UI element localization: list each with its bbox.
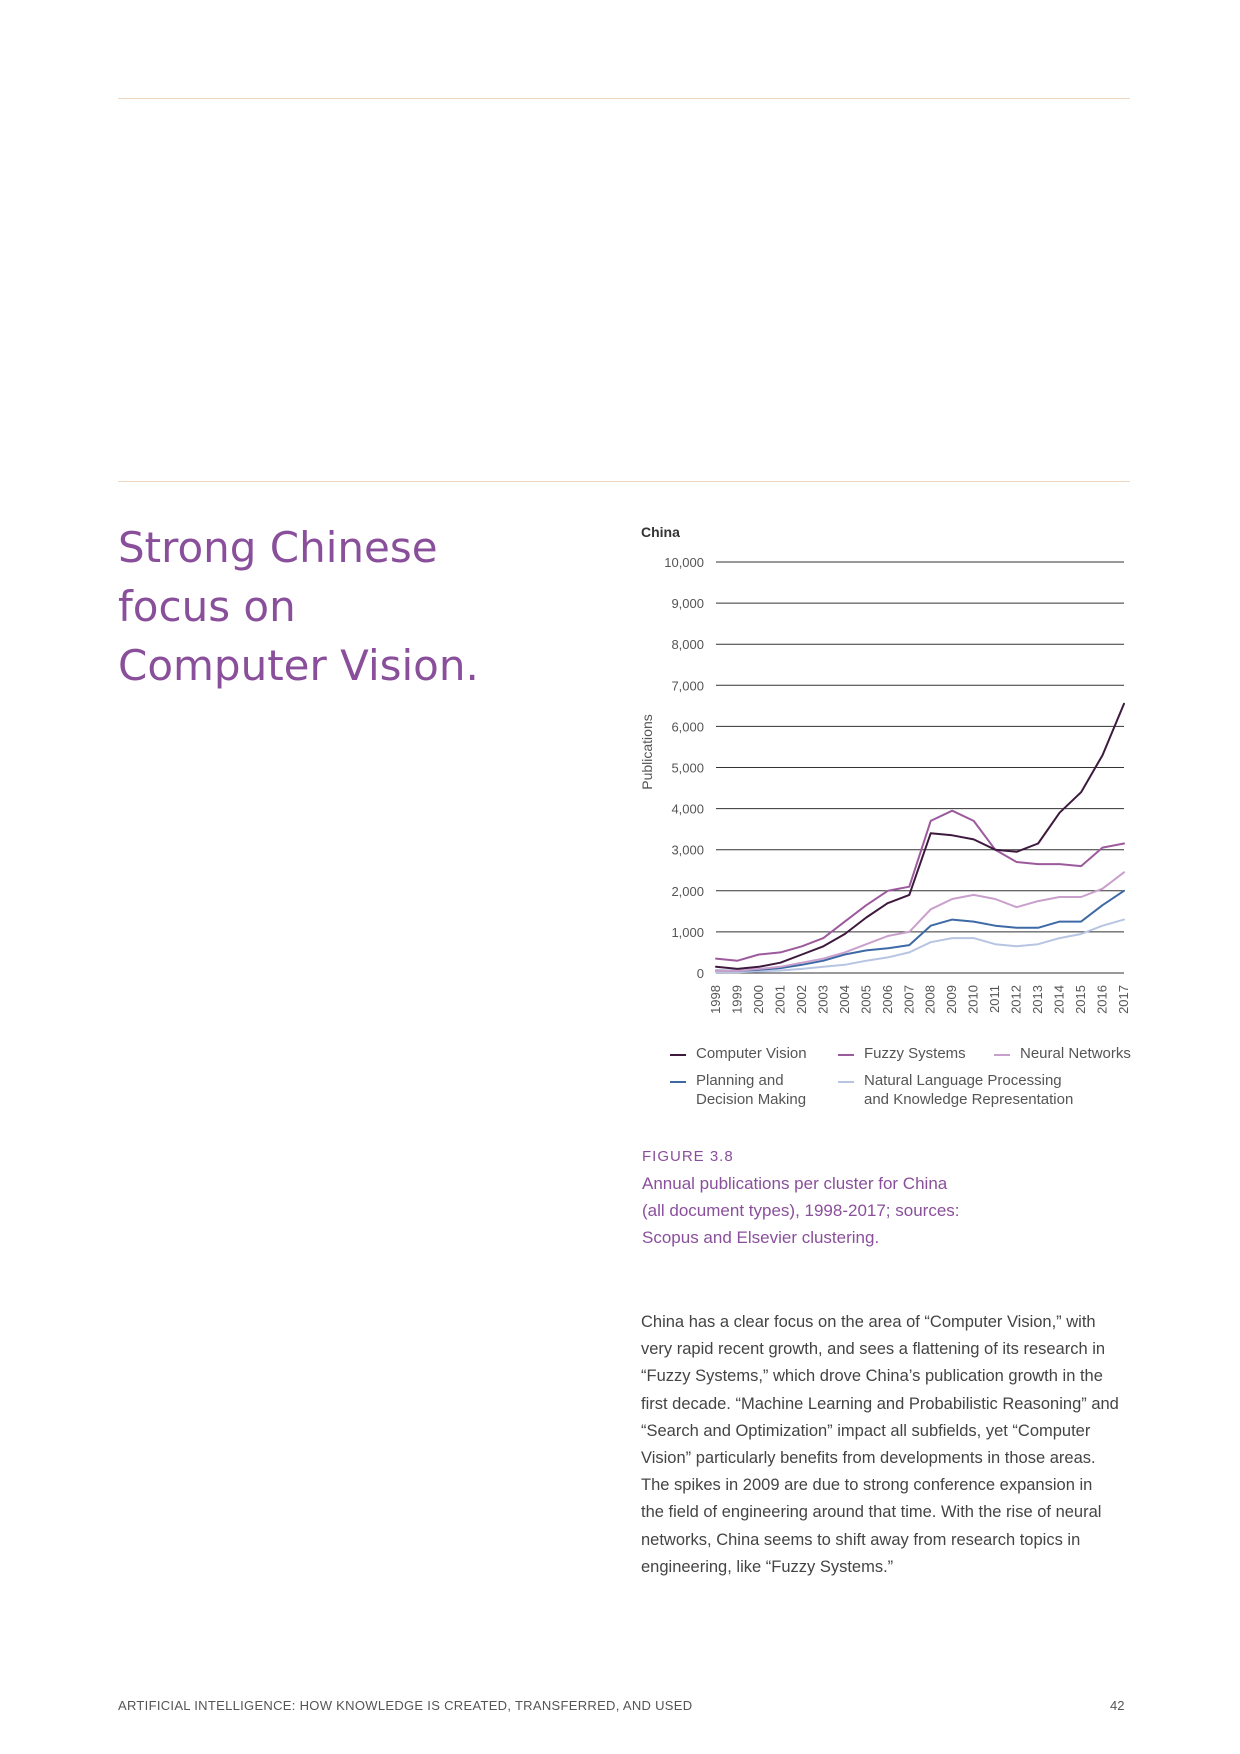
legend-swatch [838, 1081, 854, 1083]
figure-caption-block [642, 1148, 1042, 1251]
page-number: 42 [1110, 1698, 1125, 1713]
caption-line: Annual publications per cluster for China [642, 1174, 948, 1193]
body-line: “Fuzzy Systems,” which drove China’s publication growth in the [641, 1367, 1103, 1386]
x-tick-label: 2011 [987, 985, 1003, 1013]
x-tick-label: 2000 [750, 985, 766, 1014]
body-line: engineering, like “Fuzzy Systems.” [641, 1557, 894, 1576]
body-line: first decade. “Machine Learning and Probabilistic Reasoning” and [641, 1394, 1119, 1413]
x-tick-label: 2010 [965, 985, 981, 1014]
section-divider [118, 481, 1130, 482]
x-tick-label: 2007 [901, 985, 917, 1014]
y-tick-label: 4,000 [671, 801, 704, 817]
body-line: the field of engineering around that time. With the rise of neural [641, 1503, 1102, 1522]
body-line: China has a clear focus on the area of “Computer Vision,” with [641, 1313, 1096, 1331]
legend-label [696, 1044, 807, 1063]
x-tick-label: 2017 [1116, 985, 1131, 1014]
caption-line: (all document types), 1998-2017; sources: [642, 1201, 960, 1220]
x-tick-label: 2008 [922, 985, 938, 1014]
headline-line: focus on [118, 582, 296, 631]
y-tick-label: 0 [696, 966, 704, 981]
y-tick-label: 3,000 [671, 842, 704, 858]
x-tick-label: 2016 [1094, 985, 1110, 1014]
headline-line: Strong Chinese [118, 523, 438, 572]
page-headline [118, 518, 548, 695]
legend-label-line: and Knowledge Representation [864, 1091, 1074, 1108]
top-divider [118, 98, 1130, 99]
x-tick-label: 1999 [729, 985, 745, 1014]
y-tick-label: 8,000 [671, 637, 704, 653]
x-tick-label: 2009 [944, 985, 960, 1014]
x-tick-label: 2004 [836, 985, 852, 1014]
y-tick-label: 7,000 [671, 678, 704, 694]
y-tick-label: 9,000 [671, 596, 704, 612]
x-tick-label: 2013 [1030, 985, 1046, 1014]
y-tick-label: 6,000 [671, 719, 704, 735]
x-tick-label: 2005 [858, 985, 874, 1014]
legend-swatch [670, 1054, 686, 1056]
legend-swatch [670, 1081, 686, 1083]
series-line-computer-vision [716, 704, 1124, 969]
headline-line: Computer Vision. [118, 641, 479, 690]
x-tick-label: 2015 [1073, 985, 1089, 1014]
x-tick-label: 2006 [879, 985, 895, 1014]
y-tick-label: 5,000 [671, 760, 704, 776]
line-chart [630, 518, 1140, 1038]
x-tick-label: 2003 [815, 985, 831, 1014]
x-tick-label: 1998 [708, 985, 723, 1014]
chart-legend [670, 1044, 1140, 1110]
legend-label [864, 1071, 1073, 1109]
legend-label-line: Fuzzy Systems [864, 1045, 966, 1062]
body-paragraph [641, 1309, 1141, 1581]
x-tick-label: 2002 [793, 985, 809, 1014]
legend-label-line: Neural Networks [1020, 1045, 1131, 1062]
y-tick-label: 2,000 [671, 883, 704, 899]
body-line: The spikes in 2009 are due to strong conference expansion in [641, 1476, 1093, 1495]
body-line: very rapid recent growth, and sees a flattening of its research in [641, 1340, 1106, 1359]
legend-label-line: Natural Language Processing [864, 1072, 1062, 1089]
caption-line: Scopus and Elsevier clustering. [642, 1228, 880, 1247]
figure-caption [642, 1170, 1042, 1251]
body-line: “Search and Optimization” impact all subfields, yet “Computer [641, 1421, 1091, 1440]
x-tick-label: 2012 [1008, 985, 1024, 1014]
y-tick-label: 10,000 [664, 555, 704, 570]
legend-swatch [994, 1054, 1010, 1056]
body-line: networks, China seems to shift away from research topics in [641, 1530, 1081, 1549]
legend-label-line: Decision Making [696, 1091, 807, 1108]
legend-label-line: Computer Vision [696, 1045, 807, 1062]
series-line-planning-and-decision-making [716, 891, 1124, 971]
footer-title: ARTIFICIAL INTELLIGENCE: HOW KNOWLEDGE IS CREATED, TRANSFERRED, AND USED [118, 1698, 693, 1713]
x-tick-label: 2014 [1051, 985, 1067, 1014]
legend-label [696, 1071, 806, 1109]
legend-label [1020, 1044, 1131, 1063]
legend-label [864, 1044, 966, 1063]
legend-swatch [838, 1054, 854, 1056]
y-tick-label: 1,000 [671, 924, 704, 940]
y-axis-label: Publications [639, 714, 655, 790]
x-tick-label: 2001 [772, 985, 788, 1014]
figure-label: FIGURE 3.8 [642, 1148, 734, 1165]
chart-title: China [641, 524, 680, 540]
body-line: Vision” particularly benefits from developments in those areas. [641, 1449, 1096, 1468]
legend-label-line: Planning and [696, 1072, 784, 1089]
